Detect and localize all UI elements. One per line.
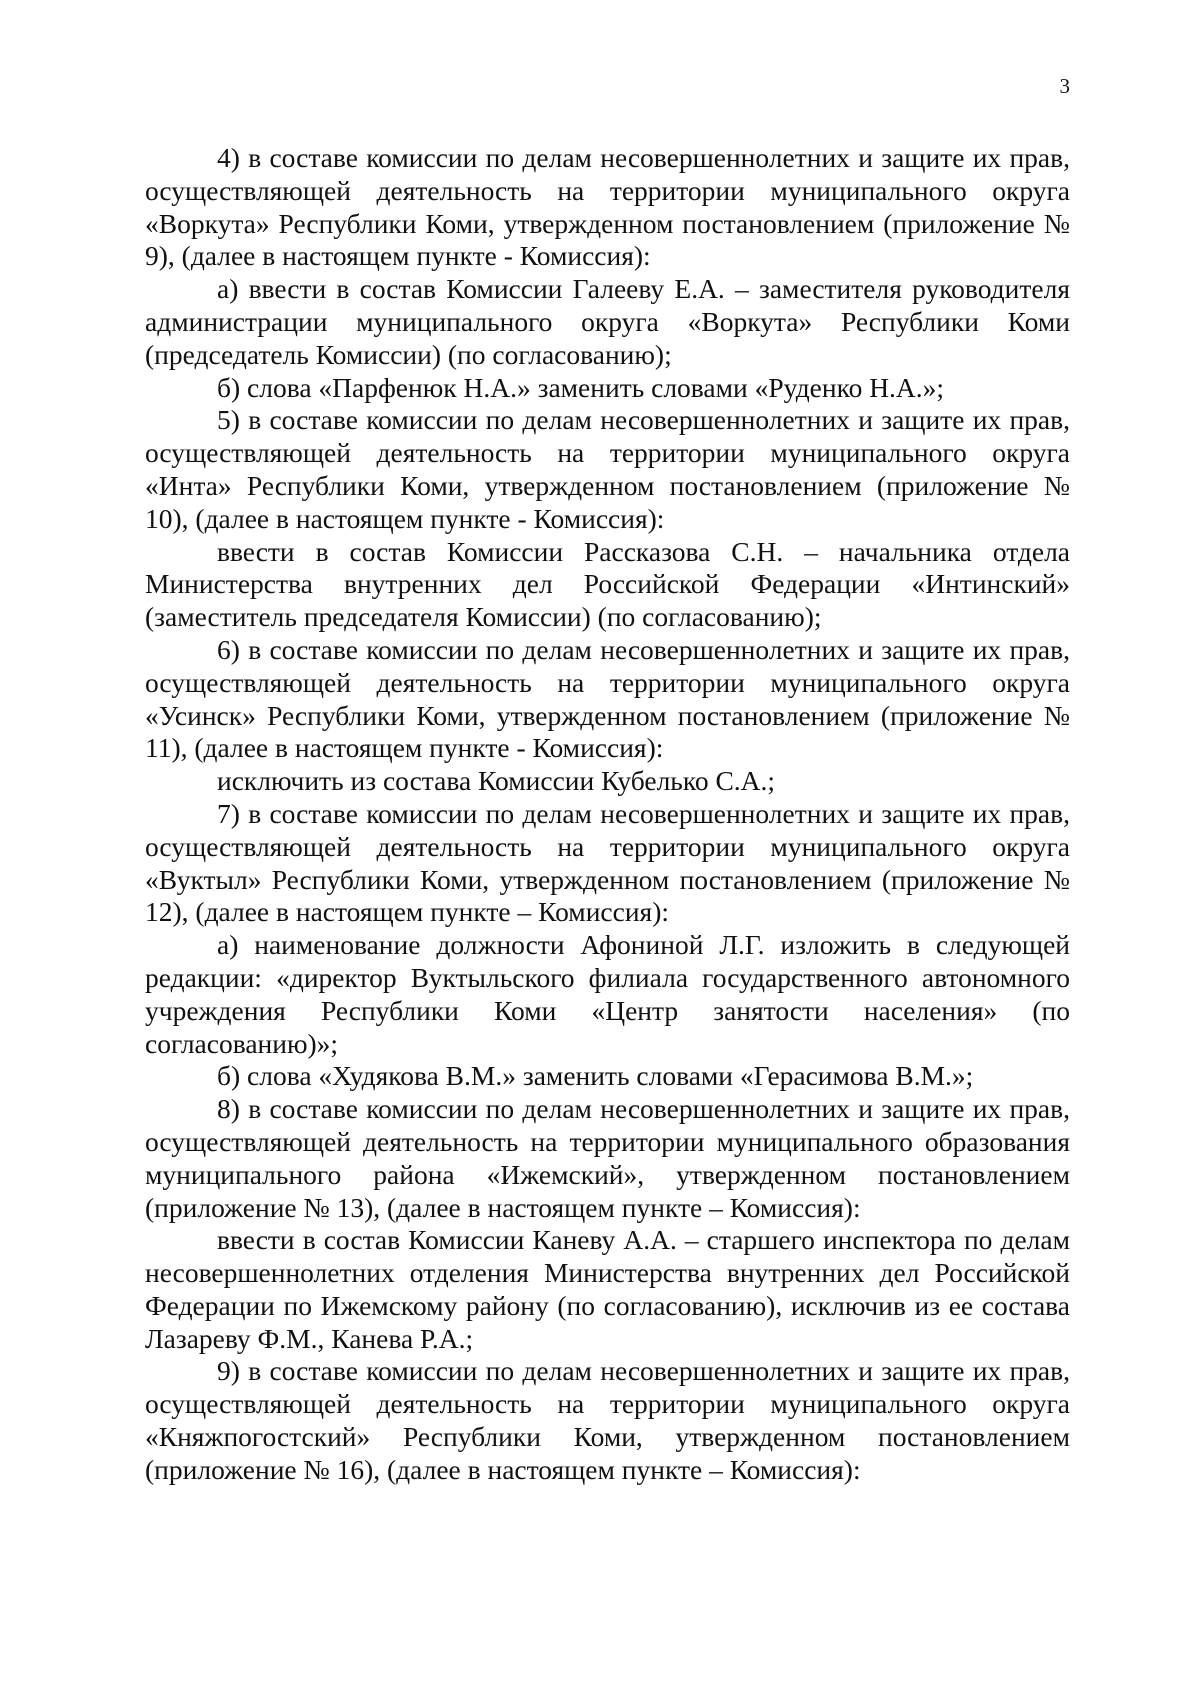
paragraph-item-6-text: исключить из состава Комиссии Кубелько С.А.;	[217, 765, 776, 797]
paragraph-item-9: 9) в составе комиссии по делам несовершеннолетних и защите их прав, осуществляющей деятельность на территории муниципального округа «Княжпогостский» Республики Коми, утвержденном постановлением (приложение № 16), (далее в настоящем пункте – Комиссия):	[145, 1355, 1070, 1485]
paragraph-item-4: 4) в составе комиссии по делам несовершеннолетних и защите их прав, осуществляющей деятельность на территории муниципального округа «Воркута» Республики Коми, утвержденном постановлением (приложение № 9), (далее в настоящем пункте - Комиссия):	[145, 142, 1070, 272]
document-body	[145, 142, 1070, 1487]
paragraph-item-5-text: ввести в состав Комиссии Рассказова С.Н. – начальника отдела Министерства внутренних дел Российской Федерации «Интинский» (заместитель председателя Комиссии) (по согласованию);	[145, 535, 1070, 633]
paragraph-item-8: 8) в составе комиссии по делам несовершеннолетних и защите их прав, осуществляющей деятельность на территории муниципального образования муниципального района «Ижемский», утвержденном постановлением (приложение № 13), (далее в настоящем пункте – Комиссия):	[145, 1093, 1070, 1223]
paragraph-item-5: 5) в составе комиссии по делам несовершеннолетних и защите их прав, осуществляющей деятельность на территории муниципального округа «Инта» Республики Коми, утвержденном постановлением (приложение № 10), (далее в настоящем пункте - Комиссия):	[145, 404, 1070, 534]
paragraph-item-7b: б) слова «Худякова В.М.» заменить словами «Герасимова В.М.»;	[217, 1060, 974, 1092]
paragraph-item-7a: а) наименование должности Афониной Л.Г. изложить в следующей редакции: «директор Вуктыльского филиала государственного автономного учреждения Республики Коми «Центр занятости населения» (по согласованию)»;	[145, 929, 1070, 1059]
paragraph-item-8-text: ввести в состав Комиссии Каневу А.А. – старшего инспектора по делам несовершеннолетних отделения Министерства внутренних дел Российской Федерации по Ижемскому району (по согласованию), исключив из ее состава Лазареву Ф.М., Канева Р.А.;	[145, 1224, 1070, 1354]
paragraph-item-4a: а) ввести в состав Комиссии Галееву Е.А. – заместителя руководителя администрации муниципального округа «Воркута» Республики Коми (председатель Комиссии) (по согласованию);	[145, 273, 1070, 370]
paragraph-item-6: 6) в составе комиссии по делам несовершеннолетних и защите их прав, осуществляющей деятельность на территории муниципального округа «Усинск» Республики Коми, утвержденном постановлением (приложение № 11), (далее в настоящем пункте - Комиссия):	[145, 633, 1070, 764]
paragraph-item-4b: б) слова «Парфенюк Н.А.» заменить словами «Руденко Н.А.»;	[217, 371, 945, 403]
page-number: 3	[1059, 74, 1070, 98]
paragraph-item-7: 7) в составе комиссии по делам несовершеннолетних и защите их прав, осуществляющей деятельность на территории муниципального округа «Вуктыл» Республики Коми, утвержденном постановлением (приложение № 12), (далее в настоящем пункте – Комиссия):	[145, 797, 1070, 928]
